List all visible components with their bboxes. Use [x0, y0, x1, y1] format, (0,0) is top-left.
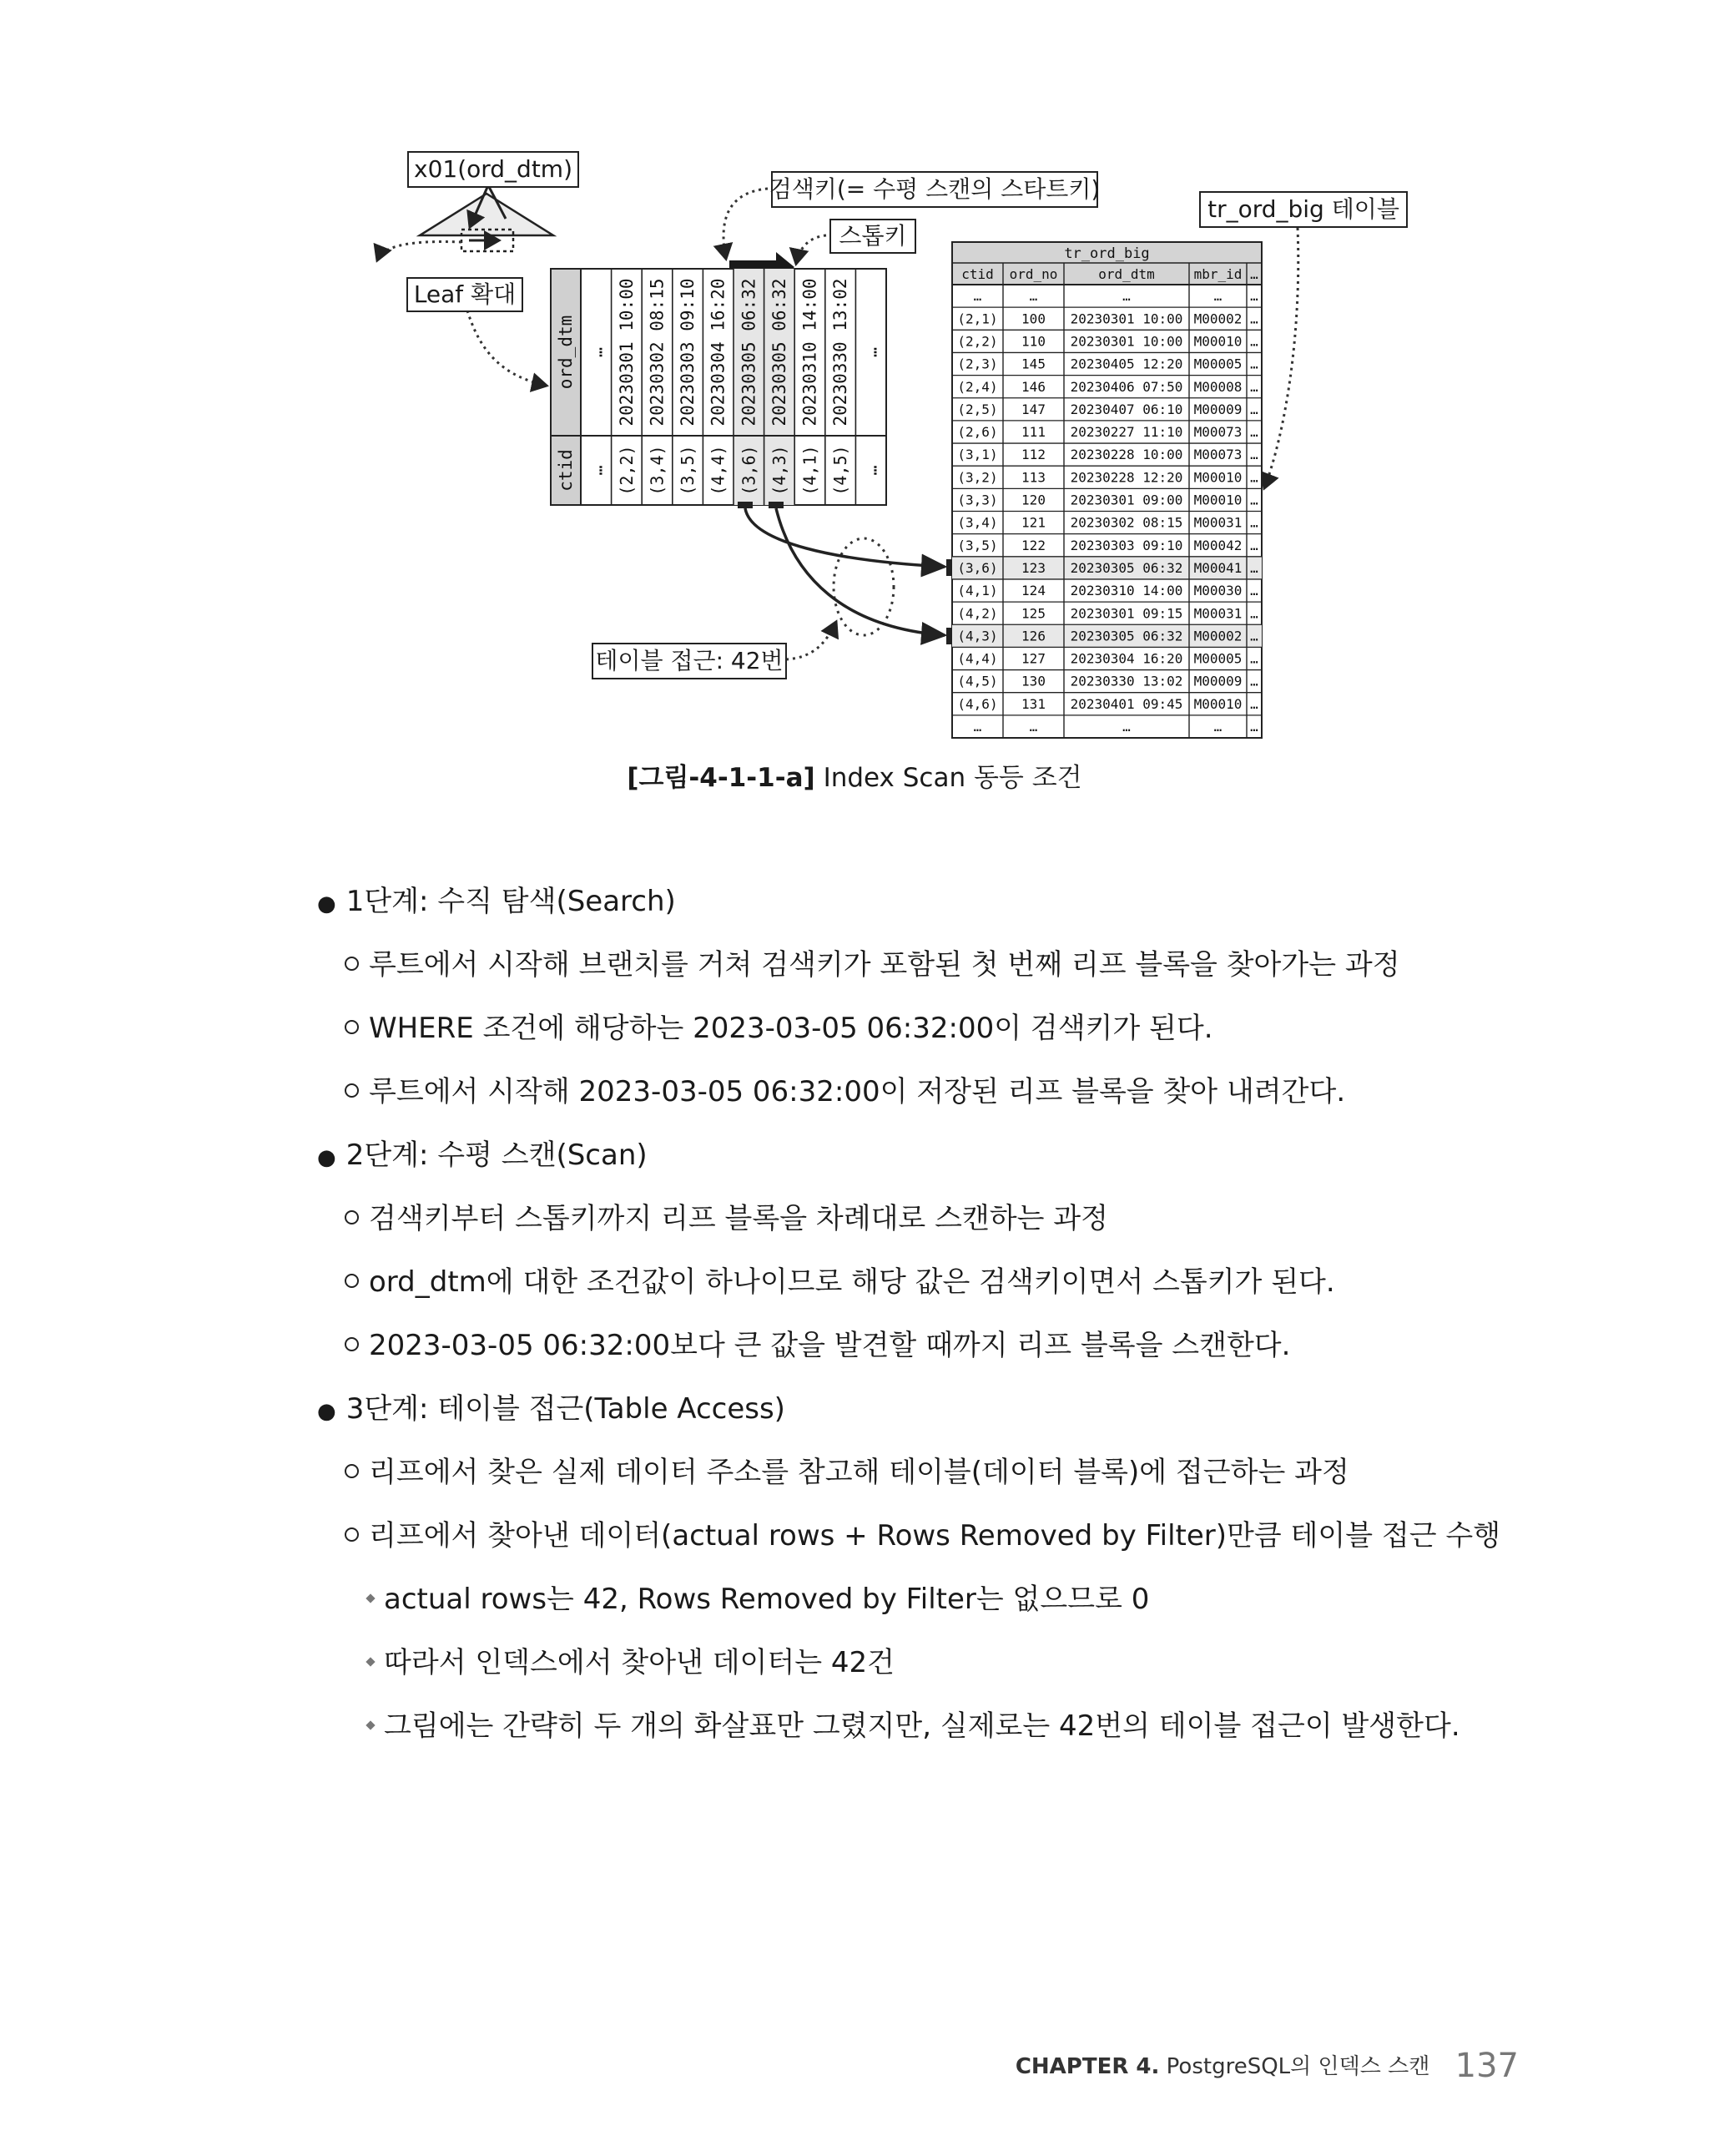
table-header-cell: mbr_id: [1193, 266, 1243, 282]
leaf-key-cell: 20230330 13:02: [830, 278, 851, 427]
leaf-to-block-connector: [467, 311, 547, 386]
table-row-marker-4-3: [946, 628, 952, 644]
table-cell: …: [1213, 719, 1223, 735]
table-cell: 20230301 10:00: [1070, 311, 1183, 327]
table-cell: …: [1250, 288, 1258, 305]
table-cell: 147: [1021, 401, 1046, 417]
table-cell: …: [1029, 288, 1038, 305]
list-item: ● 1단계: 수직 탐색(Search): [317, 885, 676, 918]
table-cell: 20230228 12:20: [1070, 469, 1183, 486]
table-name-label: tr_ord_big 테이블: [1199, 191, 1408, 228]
leaf-key-cell: 20230305 06:32: [769, 278, 789, 427]
bullet-icon: ●: [317, 891, 336, 916]
table-cell: M00041: [1193, 559, 1243, 576]
table-cell: (2,5): [957, 401, 998, 417]
table-cell: M00010: [1193, 492, 1243, 508]
table-cell: M00010: [1193, 695, 1243, 712]
table-cell: 20230301 09:00: [1070, 492, 1183, 508]
table-cell: 125: [1021, 605, 1046, 622]
table-cell: …: [1029, 719, 1038, 735]
table-cell: M00031: [1193, 605, 1243, 622]
leaf-ctid-cell: (4,1): [799, 445, 820, 496]
leaf-key-cell: 20230305 06:32: [739, 278, 759, 427]
list-item: 리프에서 찾은 실제 데이터 주소를 참고해 테이블(데이터 블록)에 접근하는 과정: [345, 1458, 1349, 1487]
table-cell: 20230301 09:15: [1070, 605, 1183, 622]
circle-bullet-icon: [345, 1210, 359, 1224]
table-cell: (4,1): [957, 583, 998, 599]
leaf-ctid-cell: (4,5): [830, 445, 851, 496]
ctid-anchor-4-3: [769, 502, 784, 508]
table-cell: M00073: [1193, 447, 1243, 463]
table-cell: (3,2): [957, 469, 998, 486]
stop-key-connector: [796, 235, 826, 264]
table-cell: 20230303 09:10: [1070, 537, 1183, 553]
list-item: 그림에는 간략히 두 개의 화살표만 그렸지만, 실제로는 42번의 테이블 접근이 발생한다.: [367, 1712, 1460, 1740]
table-cell: …: [1250, 447, 1258, 463]
table-header-cell: ord_no: [1009, 266, 1058, 282]
table-cell: …: [1250, 356, 1258, 372]
table-cell: …: [1250, 514, 1258, 531]
table-header-cell: ord_dtm: [1098, 266, 1155, 282]
circle-bullet-icon: [345, 1020, 359, 1034]
list-item: ord_dtm에 대한 조건값이 하나이므로 해당 값은 검색키이면서 스톱키가 된다.: [345, 1268, 1335, 1296]
table-cell: …: [1250, 469, 1258, 486]
table-access-ellipse: [834, 538, 894, 635]
table-cell: M00008: [1193, 378, 1243, 395]
table-cell: M00005: [1193, 650, 1243, 667]
leaf-ctid-cell: (3,6): [739, 445, 759, 496]
search-key-label: 검색키(= 수평 스캔의 스타트키): [771, 171, 1098, 208]
table-title: tr_ord_big: [1064, 245, 1150, 262]
table-cell: 20230401 09:45: [1070, 695, 1183, 712]
table-cell: …: [1213, 288, 1223, 305]
list-item: ● 2단계: 수평 스캔(Scan): [317, 1139, 648, 1172]
table-cell: …: [1122, 288, 1131, 305]
index-name-label: x01(ord_dtm): [407, 151, 579, 188]
table-cell: M00005: [1193, 356, 1243, 372]
table-cell: …: [1122, 719, 1131, 735]
leaf-ctid-cell: (4,4): [708, 445, 728, 496]
bullet-icon: ●: [317, 1399, 336, 1424]
leaf-key-cell: 20230303 09:10: [678, 278, 698, 427]
table-cell: 112: [1021, 447, 1046, 463]
list-item: 루트에서 시작해 브랜치를 거쳐 검색키가 포함된 첫 번째 리프 블록을 찾아가는 과정: [345, 951, 1400, 979]
circle-bullet-icon: [345, 1083, 359, 1098]
table-cell: 121: [1021, 514, 1046, 531]
chapter-number: CHAPTER 4.: [1015, 2054, 1160, 2079]
table-cell: 20230405 12:20: [1070, 356, 1183, 372]
circle-bullet-icon: [345, 1527, 359, 1542]
table-cell: M00002: [1193, 628, 1243, 644]
leaf-key-header: ord_dtm: [556, 315, 576, 390]
figure-number: [그림-4-1-1-a]: [627, 763, 815, 793]
table-cell: 131: [1021, 695, 1046, 712]
table-access-label: 테이블 접근: 42번: [592, 643, 787, 679]
circle-bullet-icon: [345, 1464, 359, 1478]
list-item: 따라서 인덱스에서 찾아낸 데이터는 42건: [367, 1649, 895, 1677]
table-cell: 20230305 06:32: [1070, 559, 1183, 576]
leaf-key-cell: 20230302 08:15: [647, 278, 668, 427]
table-cell: (4,6): [957, 695, 998, 712]
list-item: actual rows는 42, Rows Removed by Filter는 없으므로 0: [367, 1585, 1149, 1613]
list-item: 루트에서 시작해 2023-03-05 06:32:00이 저장된 리프 블록을 찾아 내려간다.: [345, 1078, 1345, 1106]
leaf-ctid-header: ctid: [556, 449, 576, 492]
table-cell: …: [1250, 628, 1258, 644]
table-cell: 130: [1021, 673, 1046, 689]
leaf-key-cell: 20230310 14:00: [799, 278, 820, 427]
table-cell: …: [1250, 559, 1258, 576]
table-cell: (2,2): [957, 333, 998, 350]
table-header-cell: ctid: [961, 266, 994, 282]
table-cell: (2,6): [957, 424, 998, 441]
diamond-bullet-icon: [365, 1657, 375, 1666]
table-cell: (4,3): [957, 628, 998, 644]
leaf-block: [551, 269, 886, 505]
table-cell: …: [973, 719, 982, 735]
stop-key-label: 스톱키: [829, 219, 916, 254]
table-cell: …: [1250, 673, 1258, 689]
table-cell: (3,4): [957, 514, 998, 531]
table-cell: 120: [1021, 492, 1046, 508]
table-cell: …: [1250, 537, 1258, 553]
table-cell: (2,4): [957, 378, 998, 395]
table-cell: 20230305 06:32: [1070, 628, 1183, 644]
table-cell: 126: [1021, 628, 1046, 644]
table-cell: (3,3): [957, 492, 998, 508]
list-item: ● 3단계: 테이블 접근(Table Access): [317, 1392, 785, 1426]
chapter-title: PostgreSQL의 인덱스 스캔: [1166, 2054, 1430, 2079]
table-cell: 145: [1021, 356, 1046, 372]
list-item: 검색키부터 스톱키까지 리프 블록을 차례대로 스캔하는 과정: [345, 1204, 1108, 1233]
table-cell: 20230302 08:15: [1070, 514, 1183, 531]
table-cell: 127: [1021, 650, 1046, 667]
table-cell: …: [1250, 583, 1258, 599]
leaf-key-cell: 20230304 16:20: [708, 278, 728, 427]
leaf-ctid-cell: (2,2): [616, 445, 637, 496]
table-cell: 111: [1021, 424, 1046, 441]
table-cell: (4,2): [957, 605, 998, 622]
leaf-key-cell: 20230301 10:00: [616, 278, 637, 427]
table-cell: 20230304 16:20: [1070, 650, 1183, 667]
btree-triangle: [420, 194, 553, 235]
table-cell: …: [1250, 401, 1258, 417]
leaf-zoom-connector: [377, 242, 461, 260]
table-cell: (2,1): [957, 311, 998, 327]
table-cell: 110: [1021, 333, 1046, 350]
table-cell: 113: [1021, 469, 1046, 486]
table-header-cell: …: [1250, 266, 1258, 282]
table-cell: …: [1250, 695, 1258, 712]
search-key-connector: [723, 189, 768, 259]
table-cell: …: [1250, 719, 1258, 735]
leaf-ctid-cell: (3,4): [647, 445, 668, 496]
access-arrow-3-6: [745, 508, 945, 567]
table-cell: …: [1250, 333, 1258, 350]
page-footer: [1016, 2047, 1519, 2085]
leaf-key-cell: …: [860, 346, 881, 358]
table-cell: (3,5): [957, 537, 998, 553]
table-cell: (2,3): [957, 356, 998, 372]
figure-title: Index Scan 동등 조건: [823, 763, 1082, 793]
circle-bullet-icon: [345, 957, 359, 971]
circle-bullet-icon: [345, 1337, 359, 1351]
table-cell: 100: [1021, 311, 1046, 327]
table-cell: …: [1250, 492, 1258, 508]
diamond-bullet-icon: [365, 1593, 375, 1603]
table-cell: 20230228 10:00: [1070, 447, 1183, 463]
table-cell: M00073: [1193, 424, 1243, 441]
list-item: WHERE 조건에 해당하는 2023-03-05 06:32:00이 검색키가 된다.: [345, 1014, 1213, 1043]
index-scan-figure: [0, 0, 1709, 751]
figure-caption: [0, 756, 1709, 794]
table-cell: (3,1): [957, 447, 998, 463]
leaf-ctid-cell: …: [586, 465, 607, 476]
table-cell: 122: [1021, 537, 1046, 553]
page-number: 137: [1454, 2047, 1519, 2085]
table-cell: 146: [1021, 378, 1046, 395]
leaf-ctid-cell: …: [860, 465, 881, 476]
leaf-ctid-cell: (3,5): [678, 445, 698, 496]
leaf-key-cell: …: [586, 346, 607, 358]
table-cell: M00031: [1193, 514, 1243, 531]
table-cell: M00009: [1193, 673, 1243, 689]
bullet-icon: ●: [317, 1145, 336, 1170]
table-cell: …: [1250, 378, 1258, 395]
table-cell: M00009: [1193, 401, 1243, 417]
table-cell: …: [1250, 650, 1258, 667]
table-cell: (4,4): [957, 650, 998, 667]
table-cell: …: [1250, 605, 1258, 622]
table-row-marker-3-6: [946, 559, 952, 576]
list-item: 리프에서 찾아낸 데이터(actual rows + Rows Removed by Filter)만큼 테이블 접근 수행: [345, 1522, 1500, 1550]
table-cell: (4,5): [957, 673, 998, 689]
table-cell: 20230227 11:10: [1070, 424, 1183, 441]
leaf-ctid-cell: (4,3): [769, 445, 789, 496]
table-cell: M00010: [1193, 333, 1243, 350]
table-cell: 20230301 10:00: [1070, 333, 1183, 350]
table-cell: 20230330 13:02: [1070, 673, 1183, 689]
table-cell: M00010: [1193, 469, 1243, 486]
table-cell: …: [1250, 311, 1258, 327]
tr-ord-big-table: [952, 242, 1262, 738]
table-cell: 20230406 07:50: [1070, 378, 1183, 395]
diamond-bullet-icon: [365, 1720, 375, 1729]
table-cell: …: [1250, 424, 1258, 441]
table-cell: …: [973, 288, 982, 305]
access-arrow-4-3: [776, 508, 945, 635]
table-cell: 124: [1021, 583, 1046, 599]
table-label-connector: [1264, 228, 1298, 488]
table-cell: 123: [1021, 559, 1046, 576]
leaf-zoom-label: Leaf 확대: [406, 277, 523, 312]
table-cell: 20230407 06:10: [1070, 401, 1183, 417]
table-cell: M00030: [1193, 583, 1243, 599]
table-cell: M00002: [1193, 311, 1243, 327]
list-item: 2023-03-05 06:32:00보다 큰 값을 발견할 때까지 리프 블록을 스캔한다.: [345, 1331, 1290, 1360]
table-cell: 20230310 14:00: [1070, 583, 1183, 599]
table-cell: (3,6): [957, 559, 998, 576]
table-access-connector: [786, 622, 836, 659]
ctid-anchor-3-6: [738, 502, 753, 508]
table-cell: M00042: [1193, 537, 1243, 553]
circle-bullet-icon: [345, 1274, 359, 1288]
